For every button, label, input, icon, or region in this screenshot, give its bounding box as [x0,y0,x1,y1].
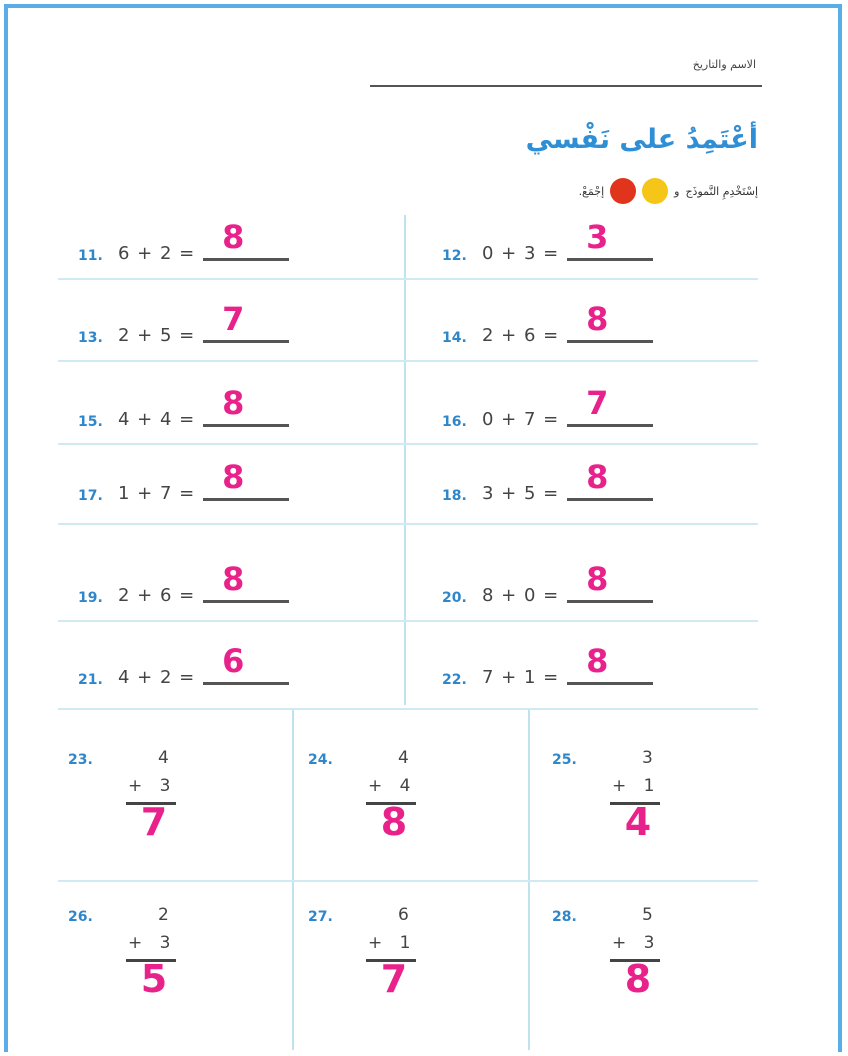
handwritten-answer: 7 [222,300,245,338]
answer-line [203,258,289,261]
bottom-addend: + 3 [612,933,661,953]
handwritten-answer: 7 [586,384,609,422]
problem-expression: 4 + 4 = [118,409,196,430]
divider-row [58,443,758,445]
problem-expression: 3 + 5 = [482,483,560,504]
problem-expression: 2 + 5 = [118,325,196,346]
answer-line [567,682,653,685]
answer-line [203,682,289,685]
answer-field[interactable] [567,384,653,430]
problem-number: 17. [78,488,103,504]
answer-field[interactable] [567,300,653,346]
answer-line [203,498,289,501]
answer-line [567,258,653,261]
name-date-label: الاسم والتاريخ [692,58,756,71]
problem-number: 15. [78,414,103,430]
problem-24 [308,748,458,878]
divider-row [58,620,758,622]
problem-17 [78,458,289,504]
divider-row [58,360,758,362]
handwritten-answer[interactable]: 7 [380,957,408,1001]
divider-row [58,708,758,710]
handwritten-answer: 8 [222,458,245,496]
answer-field[interactable] [203,218,289,264]
worksheet-title: أعْتَمِدُ على نَفْسي [525,124,758,155]
answer-line [567,340,653,343]
problem-number: 26. [68,909,93,925]
top-addend: 3 [642,748,653,768]
handwritten-answer[interactable]: 4 [624,800,652,844]
bottom-addend: + 1 [368,933,417,953]
problem-27 [308,905,458,1035]
top-addend: 5 [642,905,653,925]
problem-number: 21. [78,672,103,688]
answer-field[interactable] [203,642,289,688]
problem-expression: 2 + 6 = [118,585,196,606]
page-border [4,4,842,1052]
handwritten-answer: 8 [586,642,609,680]
yellow-counter-icon [642,178,668,204]
problem-19 [78,560,289,606]
answer-line [567,600,653,603]
problem-number: 27. [308,909,333,925]
answer-field[interactable] [203,560,289,606]
answer-field[interactable] [567,642,653,688]
answer-field[interactable] [203,300,289,346]
problem-number: 25. [552,752,577,768]
problem-25 [552,748,702,878]
name-date-line [370,85,762,87]
problem-12 [442,218,653,264]
problem-expression: 8 + 0 = [482,585,560,606]
problem-number: 16. [442,414,467,430]
problem-number: 19. [78,590,103,606]
divider-vertical-top [404,215,406,705]
problem-expression: 6 + 2 = [118,243,196,264]
instruction-start: إسْتَخْدِمِ النَّموذَج [685,184,758,198]
problem-expression: 7 + 1 = [482,667,560,688]
handwritten-answer[interactable]: 8 [624,957,652,1001]
problem-number: 22. [442,672,467,688]
problem-20 [442,560,653,606]
problem-number: 13. [78,330,103,346]
divider-row [58,278,758,280]
answer-line [203,340,289,343]
problem-number: 24. [308,752,333,768]
problem-16 [442,384,653,430]
problem-expression: 4 + 2 = [118,667,196,688]
answer-line [203,424,289,427]
problem-23 [68,748,218,878]
problem-expression: 2 + 6 = [482,325,560,346]
bottom-addend: + 4 [368,776,417,796]
top-addend: 4 [398,748,409,768]
top-addend: 6 [398,905,409,925]
problem-number: 28. [552,909,577,925]
instruction-end: إجْمَعْ. [578,184,605,198]
problem-expression: 0 + 3 = [482,243,560,264]
handwritten-answer: 8 [222,218,245,256]
problem-13 [78,300,289,346]
answer-field[interactable] [567,458,653,504]
problem-26 [68,905,218,1035]
handwritten-answer: 8 [222,560,245,598]
problem-11 [78,218,289,264]
problem-number: 14. [442,330,467,346]
problem-21 [78,642,289,688]
answer-field[interactable] [203,458,289,504]
problem-14 [442,300,653,346]
top-addend: 4 [158,748,169,768]
divider-row [58,880,758,882]
problem-number: 23. [68,752,93,768]
handwritten-answer: 8 [586,300,609,338]
bottom-addend: + 1 [612,776,661,796]
handwritten-answer: 3 [586,218,609,256]
handwritten-answer: 6 [222,642,245,680]
instruction-and: و [674,184,680,198]
problem-expression: 0 + 7 = [482,409,560,430]
side-note [800,840,814,980]
handwritten-answer[interactable]: 8 [380,800,408,844]
bottom-addend: + 3 [128,776,177,796]
problem-22 [442,642,653,688]
answer-line [567,424,653,427]
top-addend: 2 [158,905,169,925]
red-counter-icon [610,178,636,204]
answer-line [203,600,289,603]
handwritten-answer: 8 [586,560,609,598]
handwritten-answer[interactable]: 7 [140,800,168,844]
instruction [579,178,758,204]
problem-15 [78,384,289,430]
handwritten-answer: 8 [586,458,609,496]
problem-number: 20. [442,590,467,606]
problem-number: 12. [442,248,467,264]
answer-line [567,498,653,501]
problem-expression: 1 + 7 = [118,483,196,504]
handwritten-answer: 8 [222,384,245,422]
answer-field[interactable] [567,560,653,606]
problem-number: 18. [442,488,467,504]
problem-28 [552,905,702,1035]
problem-number: 11. [78,248,103,264]
divider-row [58,523,758,525]
bottom-addend: + 3 [128,933,177,953]
handwritten-answer[interactable]: 5 [140,957,168,1001]
answer-field[interactable] [567,218,653,264]
answer-field[interactable] [203,384,289,430]
problem-18 [442,458,653,504]
